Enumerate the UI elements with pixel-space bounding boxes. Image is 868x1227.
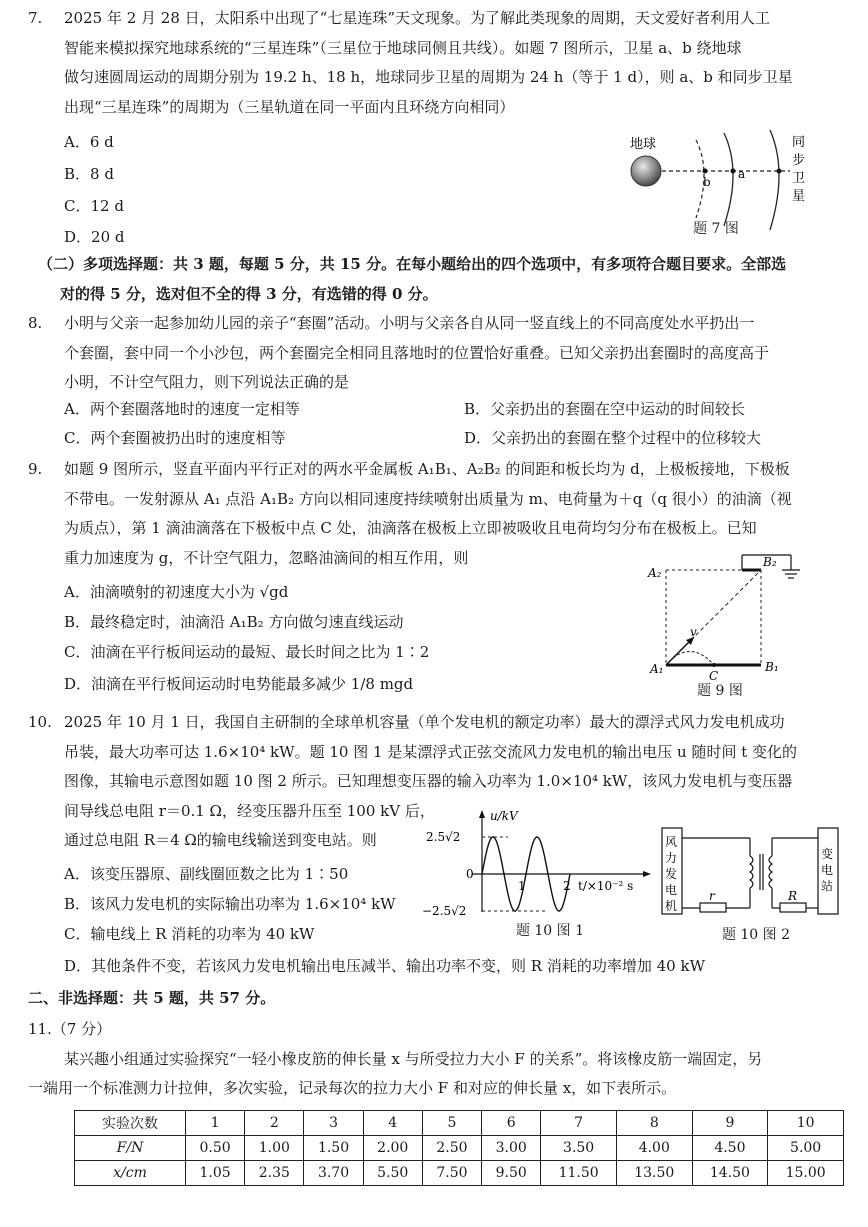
table-cell: 2.00 bbox=[363, 1136, 422, 1161]
table-cell: 1.50 bbox=[304, 1136, 363, 1161]
label-b1: B₁ bbox=[765, 660, 779, 674]
x-axis-arrow-icon bbox=[643, 871, 651, 877]
y-zero-label: 0 bbox=[466, 867, 474, 881]
option-c: C．油滴在平行板间运动的最短、最长时间之比为 1∶2 bbox=[64, 643, 430, 661]
table-header-cell: 1 bbox=[186, 1111, 245, 1136]
label-big-r: R bbox=[788, 889, 798, 903]
table-header-cell: 实验次数 bbox=[75, 1111, 186, 1136]
earth-label: 地球 bbox=[630, 137, 657, 152]
table-cell: 1.05 bbox=[186, 1161, 245, 1186]
sync-label: 步 bbox=[792, 153, 806, 168]
sync-label: 星 bbox=[792, 189, 806, 204]
generator-label: 风 bbox=[665, 835, 678, 849]
option-d: D．油滴在平行板间运动时电势能最多减少 1/8 mgd bbox=[64, 675, 414, 693]
table-cell: 1.00 bbox=[245, 1136, 304, 1161]
question-text: 不带电。一发射源从 A₁ 点沿 A₁B₂ 方向以相同速度持续喷射出质量为 m、电荷量为＋q（q 很小）的油滴（视 bbox=[64, 489, 792, 508]
option-b: B．最终稳定时，油滴沿 A₁B₂ 方向做匀速直线运动 bbox=[64, 613, 404, 631]
table-header-cell: 7 bbox=[541, 1111, 617, 1136]
question-text: 如题 9 图所示，竖直平面内平行正对的两水平金属板 A₁B₁、A₂B₂ 的间距和板长均为 d，上极板接地，下极板 bbox=[64, 460, 790, 478]
label-a1: A₁ bbox=[650, 662, 664, 676]
table-row bbox=[75, 1136, 844, 1161]
generator-label: 机 bbox=[665, 899, 678, 913]
question-text: 个套圈，套中同一个小沙包，两个套圈完全相同且落地时的位置恰好重叠。已知父亲扔出套圈时的高度高于 bbox=[64, 343, 770, 362]
satellite-b bbox=[703, 169, 708, 174]
generator-label: 力 bbox=[665, 851, 678, 865]
point-c bbox=[712, 663, 716, 667]
y-top-label: 2.5√2 bbox=[426, 830, 461, 844]
table-header-cell: 10 bbox=[768, 1111, 844, 1136]
section-text: （二）多项选择题：共 3 题，每题 5 分，共 15 分。在每小题给出的四个选项中，有多项符合题目要求。全部选 bbox=[38, 255, 787, 273]
figure-9-caption: 题 9 图 bbox=[697, 683, 743, 699]
option-d: D．其他条件不变，若该风力发电机输出电压减半、输出功率不变，则 R 消耗的功率增加 40 kW bbox=[64, 957, 705, 975]
label-a2: A₂ bbox=[648, 566, 662, 580]
generator-label: 电 bbox=[665, 883, 678, 897]
table-header-cell: 9 bbox=[692, 1111, 768, 1136]
option-b: B．8 d bbox=[64, 165, 114, 183]
option-b: B．父亲扔出的套圈在空中运动的时间较长 bbox=[464, 400, 746, 418]
question-text: 小明与父亲一起参加幼儿园的亲子“套圈”活动。小明与父亲各自从同一竖直线上的不同高度处水平扔出一 bbox=[64, 314, 755, 332]
question-text: 间导线总电阻 r＝0.1 Ω，经变压器升压至 100 kV 后， bbox=[64, 801, 435, 820]
secondary-coil bbox=[769, 856, 772, 888]
table-header-cell: 8 bbox=[616, 1111, 692, 1136]
question-text: 做匀速圆周运动的周期分别为 19.2 h、18 h，地球同步卫星的周期为 24 h（等于 1 d），则 a、b 和同步卫星 bbox=[64, 68, 793, 86]
option-a: A．两个套圈落地时的速度一定相等 bbox=[64, 400, 300, 418]
question-number: 10. bbox=[28, 713, 52, 731]
table-cell: x/cm bbox=[75, 1161, 186, 1186]
sync-label: 卫 bbox=[792, 171, 806, 186]
table-cell: 0.50 bbox=[186, 1136, 245, 1161]
data-table bbox=[74, 1110, 844, 1186]
y-axis-arrow-icon bbox=[479, 810, 485, 818]
section-text: 对的得 5 分，选对但不全的得 3 分，有选错的得 0 分。 bbox=[60, 284, 438, 303]
table-cell: F/N bbox=[75, 1136, 186, 1161]
option-b: B．该风力发电机的实际输出功率为 1.6×10⁴ kW bbox=[64, 895, 396, 913]
question-11 bbox=[28, 1015, 858, 1104]
option-d: D．父亲扔出的套圈在整个过程中的位移较大 bbox=[464, 429, 762, 447]
option-c: C．两个套圈被扔出时的速度相等 bbox=[64, 429, 286, 447]
question-text: 出现“三星连珠”的周期为（三星轨道在同一平面内且环绕方向相同） bbox=[64, 97, 515, 116]
substation-label: 电 bbox=[821, 863, 834, 877]
satellite-sync bbox=[777, 169, 782, 174]
table-header-cell: 5 bbox=[422, 1111, 481, 1136]
table-header-cell: 2 bbox=[245, 1111, 304, 1136]
option-a: A．该变压器原、副线圈匝数之比为 1∶50 bbox=[64, 865, 349, 883]
question-text: 重力加速度为 g，不计空气阻力，忽略油滴间的相互作用，则 bbox=[64, 548, 469, 567]
question-text: 某兴趣小组通过实验探究“一轻小橡皮筋的伸长量 x 与所受拉力大小 F 的关系”。将该橡皮筋一端固定，另 bbox=[64, 1049, 763, 1068]
question-text: 2025 年 2 月 28 日，太阳系中出现了“七星连珠”天文现象。为了解此类现象的周期，天文爱好者利用人工 bbox=[64, 9, 770, 27]
part-2-heading: 二、非选择题：共 5 题，共 57 分。 bbox=[28, 989, 276, 1007]
orbit-sync bbox=[770, 130, 779, 230]
table-cell: 7.50 bbox=[422, 1161, 481, 1186]
figure-10-1-voltage-graph bbox=[420, 808, 652, 920]
figure-10-2-circuit-diagram bbox=[660, 826, 850, 918]
y-axis-label: u/kV bbox=[490, 809, 518, 823]
table-cell: 2.50 bbox=[422, 1136, 481, 1161]
orbit-a bbox=[724, 133, 733, 226]
table-header-cell: 6 bbox=[482, 1111, 541, 1136]
question-text: 吊装，最大功率可达 1.6×10⁴ kW。题 10 图 1 是某漂浮式正弦交流风力发电机的输出电压 u 随时间 t 变化的 bbox=[64, 742, 798, 761]
label-a: a bbox=[738, 167, 746, 181]
table-cell: 14.50 bbox=[692, 1161, 768, 1186]
x-tick-1: 1 bbox=[518, 879, 526, 893]
resistor-r bbox=[700, 903, 726, 912]
label-b2: B₂ bbox=[763, 555, 777, 569]
question-text: 2025 年 10 月 1 日，我国自主研制的全球单机容量（单个发电机的额定功率）最大的漂浮式风力发电机成功 bbox=[64, 713, 785, 731]
table-cell: 11.50 bbox=[541, 1161, 617, 1186]
table-cell: 15.00 bbox=[768, 1161, 844, 1186]
option-a: A．6 d bbox=[64, 133, 114, 151]
substation-label: 站 bbox=[821, 879, 834, 893]
table-cell: 3.00 bbox=[482, 1136, 541, 1161]
table-cell: 4.00 bbox=[616, 1136, 692, 1161]
question-7 bbox=[28, 4, 858, 122]
table-cell: 3.50 bbox=[541, 1136, 617, 1161]
label-r: r bbox=[709, 889, 715, 903]
question-8 bbox=[28, 309, 858, 398]
option-c: C．12 d bbox=[64, 197, 124, 215]
option-c: C．输电线上 R 消耗的功率为 40 kW bbox=[64, 925, 315, 943]
label-v: v bbox=[690, 625, 697, 639]
y-bottom-label: −2.5√2 bbox=[422, 904, 467, 918]
question-number: 8. bbox=[28, 314, 43, 332]
question-text: 为质点），第 1 滴油滴落在下极板中点 C 处，油滴落在极板上立即被吸收且电荷均匀分布在极板上。已知 bbox=[64, 519, 757, 537]
figure-10-2-caption: 题 10 图 2 bbox=[721, 927, 791, 943]
question-text: 图像，其输电示意图如题 10 图 2 所示。已知理想变压器的输入功率为 1.0×10⁴ kW，该风力发电机与变压器 bbox=[64, 772, 793, 790]
question-text: 小明，不计空气阻力，则下列说法正确的是 bbox=[64, 373, 350, 391]
question-text: 通过总电阻 R＝4 Ω的输电线输送到变电站。则 bbox=[64, 831, 377, 849]
option-d: D．20 d bbox=[64, 228, 125, 246]
resistor-big-r bbox=[780, 903, 806, 912]
question-number: 9. bbox=[28, 460, 43, 478]
sync-label: 同 bbox=[792, 135, 806, 150]
table-cell: 9.50 bbox=[482, 1161, 541, 1186]
generator-label: 发 bbox=[665, 867, 678, 881]
section-2-heading bbox=[38, 250, 858, 309]
earth-circle bbox=[631, 156, 661, 186]
label-b: b bbox=[703, 175, 711, 189]
figure-10-1-caption: 题 10 图 1 bbox=[515, 923, 585, 939]
table-header-cell: 4 bbox=[363, 1111, 422, 1136]
table-cell: 3.70 bbox=[304, 1161, 363, 1186]
figure-9-capacitor-diagram bbox=[646, 550, 816, 692]
figure-7-caption: 题 7 图 bbox=[693, 221, 739, 237]
x-axis-label: t/×10⁻² s bbox=[578, 879, 634, 893]
question-text: 智能来模拟探究地球系统的“三星连珠”（三星位于地球同侧且共线）。如题 7 图所示，卫星 a、b 绕地球 bbox=[64, 38, 742, 57]
x-tick-2: 2 bbox=[563, 879, 571, 893]
question-number: 11.（7 分） bbox=[28, 1020, 112, 1038]
substation-label: 变 bbox=[821, 847, 834, 861]
table-cell: 5.50 bbox=[363, 1161, 422, 1186]
satellite-a bbox=[731, 169, 736, 174]
table-header-row bbox=[75, 1111, 844, 1136]
table-row bbox=[75, 1161, 844, 1186]
table-cell: 5.00 bbox=[768, 1136, 844, 1161]
label-c: C bbox=[709, 669, 719, 683]
question-number: 7. bbox=[28, 9, 43, 27]
table-cell: 2.35 bbox=[245, 1161, 304, 1186]
question-text: 一端用一个标准测力计拉伸，多次实验，记录每次的拉力大小 F 和对应的伸长量 x，如下表所示。 bbox=[28, 1079, 677, 1097]
table-cell: 4.50 bbox=[692, 1136, 768, 1161]
table-cell: 13.50 bbox=[616, 1161, 692, 1186]
table-header-cell: 3 bbox=[304, 1111, 363, 1136]
primary-coil bbox=[750, 856, 753, 888]
option-a: A．油滴喷射的初速度大小为 √gd bbox=[64, 583, 289, 601]
